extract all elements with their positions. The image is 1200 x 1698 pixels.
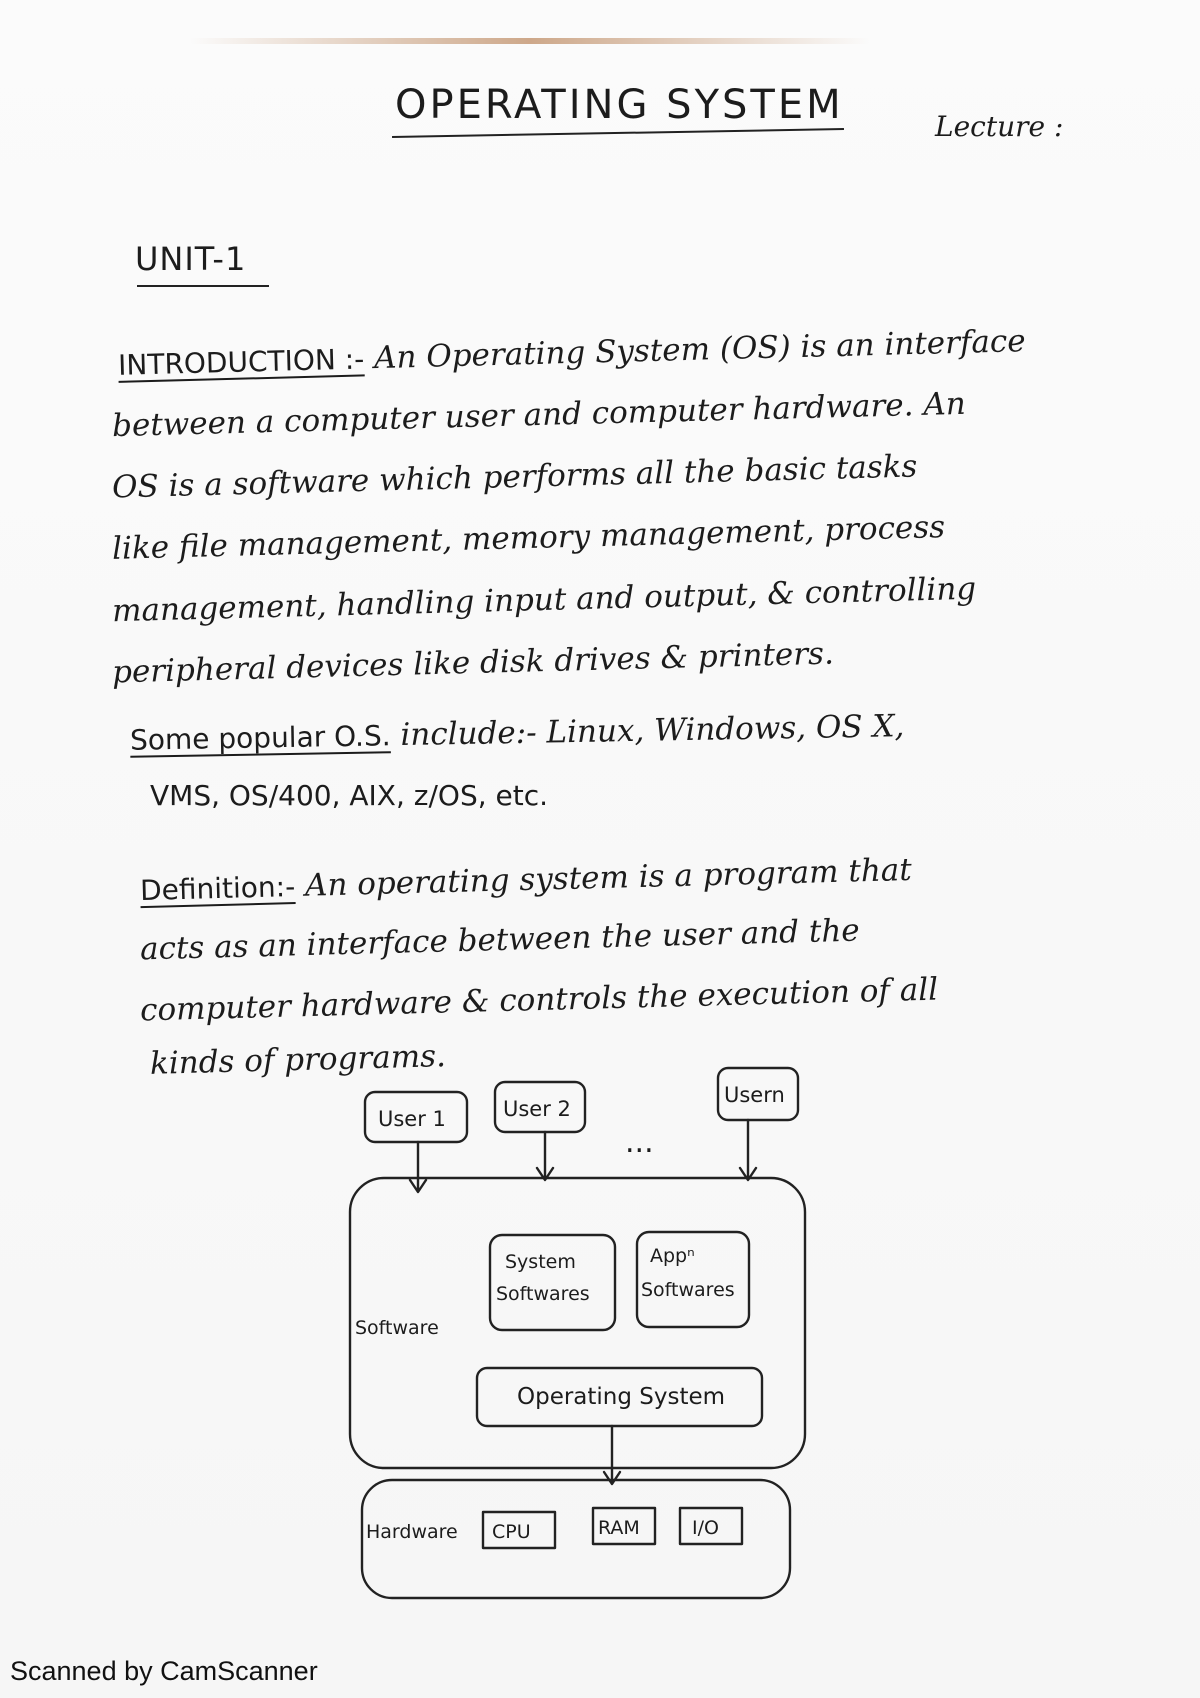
definition-line-4: kinds of programs. bbox=[149, 1038, 447, 1082]
user-1-arrow bbox=[410, 1142, 426, 1192]
software-label: Software bbox=[355, 1317, 439, 1339]
intro-text: An Operating System (OS) is an interface bbox=[373, 323, 1027, 377]
popular-text: include:- Linux, Windows, OS X, bbox=[400, 708, 905, 754]
popular-heading: Some popular O.S. bbox=[129, 719, 391, 757]
hardware-label: Hardware bbox=[366, 1521, 458, 1543]
operating-system-label: Operating System bbox=[517, 1384, 726, 1410]
definition-text: An operating system is a program that bbox=[304, 851, 913, 904]
unit-heading: UNIT-1 bbox=[135, 240, 247, 278]
lecture-label: Lecture : bbox=[935, 110, 1064, 143]
user-1-label: User 1 bbox=[378, 1107, 446, 1131]
system-software-label-1: System bbox=[505, 1251, 576, 1273]
intro-heading: INTRODUCTION :- bbox=[117, 342, 365, 382]
io-label: I/O bbox=[692, 1517, 719, 1539]
cpu-label: CPU bbox=[492, 1521, 531, 1543]
intro-line-5: management, handling input and output, & controlling bbox=[111, 570, 977, 630]
ram-label: RAM bbox=[598, 1517, 640, 1539]
intro-line-2: between a computer user and computer hardware. An bbox=[111, 385, 967, 445]
intro-line-3: OS is a software which performs all the basic tasks bbox=[111, 448, 918, 506]
user-2-label: User 2 bbox=[503, 1097, 571, 1121]
page-title: OPERATING SYSTEM bbox=[395, 82, 844, 128]
intro-line-6: peripheral devices like disk drives & printers. bbox=[111, 635, 835, 691]
definition-heading: Definition:- bbox=[139, 870, 296, 908]
definition-line-3: computer hardware & controls the execution of all bbox=[139, 971, 939, 1029]
system-software-label-2: Softwares bbox=[496, 1283, 590, 1305]
users-ellipsis: ... bbox=[625, 1125, 654, 1160]
popular-line-2: VMS, OS/400, AIX, z/OS, etc. bbox=[150, 779, 549, 812]
user-n-label: Usern bbox=[724, 1083, 785, 1107]
os-hardware-arrow bbox=[604, 1426, 620, 1484]
definition-line-2: acts as an interface between the user and the bbox=[139, 912, 861, 968]
user-2-arrow bbox=[537, 1132, 553, 1180]
scanner-watermark: Scanned by CamScanner bbox=[10, 1656, 318, 1686]
intro-line-4: like file management, memory management, process bbox=[111, 509, 946, 567]
user-n-arrow bbox=[740, 1120, 756, 1180]
app-software-label-2: Softwares bbox=[641, 1279, 735, 1301]
app-software-label-1: Appⁿ bbox=[650, 1245, 695, 1267]
